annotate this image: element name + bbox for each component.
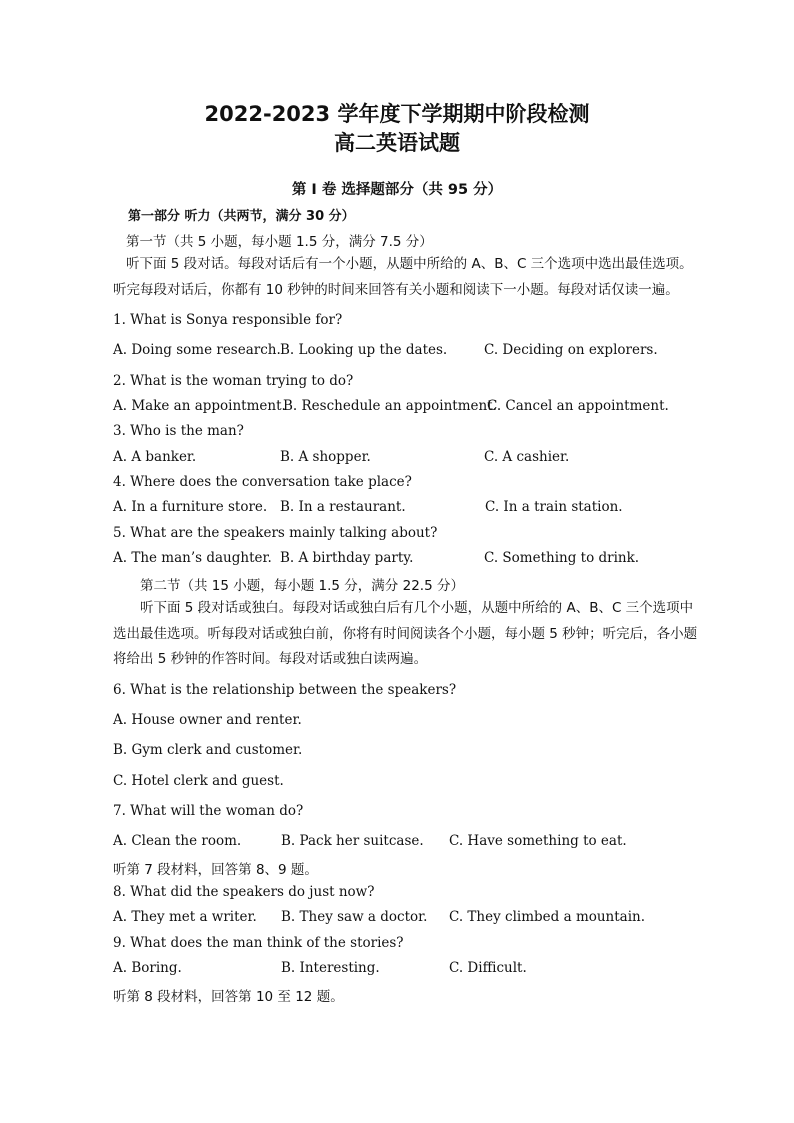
question-4: 4. Where does the conversation take place? xyxy=(113,474,412,490)
question-9: 9. What does the man think of the stories? xyxy=(113,935,404,951)
q2-option-a: A. Make an appointment. xyxy=(113,398,286,414)
part1-heading: 第一部分 听力（共两节，满分 30 分） xyxy=(128,209,355,224)
q9-option-b: B. Interesting. xyxy=(281,960,380,976)
q4-option-b: B. In a restaurant. xyxy=(280,499,406,515)
exam-title: 2022-2023 学年度下学期期中阶段检测 xyxy=(204,102,590,126)
q1-option-b: B. Looking up the dates. xyxy=(280,342,448,358)
q6-option-a: A. House owner and renter. xyxy=(113,712,302,728)
q1-option-c: C. Deciding on explorers. xyxy=(484,342,658,358)
section2-instructions: 听下面 5 段对话或独白。每段对话或独白后有几个小题，从题中所给的 A、B、C 三个选项中选出最佳选项。听每段对话或独白前，你将有时间阅读各个小题，每小题 5 秒钟；听完后，各小题将给出 5 秒钟的作答时间。每段对话或独白读两遍。 xyxy=(113,600,698,667)
q4-option-c: C. In a train station. xyxy=(485,499,623,515)
question-5: 5. What are the speakers mainly talking about? xyxy=(113,525,438,541)
q7-option-b: B. Pack her suitcase. xyxy=(281,833,424,849)
q1-option-a: A. Doing some research. xyxy=(113,342,281,358)
q6-option-c: C. Hotel clerk and guest. xyxy=(113,773,284,789)
q5-option-b: B. A birthday party. xyxy=(280,550,414,566)
q8-option-c: C. They climbed a mountain. xyxy=(449,909,646,925)
q7-option-a: A. Clean the room. xyxy=(113,833,242,849)
section1-heading: 第一节（共 5 小题，每小题 1.5 分，满分 7.5 分） xyxy=(126,234,433,250)
section2-heading: 第二节（共 15 小题，每小题 1.5 分，满分 22.5 分） xyxy=(140,578,464,594)
q5-option-a: A. The man’s daughter. xyxy=(113,550,272,566)
q8-option-b: B. They saw a doctor. xyxy=(281,909,428,925)
exam-subtitle: 高二英语试题 xyxy=(334,131,460,155)
volume-heading: 第 I 卷 选择题部分（共 95 分） xyxy=(291,182,503,198)
question-1: 1. What is Sonya responsible for? xyxy=(113,312,343,328)
question-2: 2. What is the woman trying to do? xyxy=(113,373,354,389)
question-8: 8. What did the speakers do just now? xyxy=(113,884,375,900)
question-7: 7. What will the woman do? xyxy=(113,803,304,819)
q5-option-c: C. Something to drink. xyxy=(484,550,640,566)
material-8-note: 听第 8 段材料，回答第 10 至 12 题。 xyxy=(113,989,344,1005)
q3-option-c: C. A cashier. xyxy=(484,449,570,465)
q4-option-a: A. In a furniture store. xyxy=(113,499,268,515)
q3-option-b: B. A shopper. xyxy=(280,449,371,465)
q9-option-c: C. Difficult. xyxy=(449,960,527,976)
q6-option-b: B. Gym clerk and customer. xyxy=(113,742,303,758)
material-7-note: 听第 7 段材料，回答第 8、9 题。 xyxy=(113,862,318,878)
q7-option-c: C. Have something to eat. xyxy=(449,833,627,849)
q2-option-c: C. Cancel an appointment. xyxy=(487,398,669,414)
q9-option-a: A. Boring. xyxy=(113,960,182,976)
question-3: 3. Who is the man? xyxy=(113,423,244,439)
q8-option-a: A. They met a writer. xyxy=(113,909,257,925)
q2-option-b: B. Reschedule an appointment. xyxy=(283,398,497,414)
question-6: 6. What is the relationship between the speakers? xyxy=(113,682,457,698)
q3-option-a: A. A banker. xyxy=(113,449,197,465)
section1-instructions: 听下面 5 段对话。每段对话后有一个小题，从题中所给的 A、B、C 三个选项中选出最佳选项。听完每段对话后，你都有 10 秒钟的时间来回答有关小题和阅读下一小题。每段对话仅读一遍。 xyxy=(113,256,693,298)
